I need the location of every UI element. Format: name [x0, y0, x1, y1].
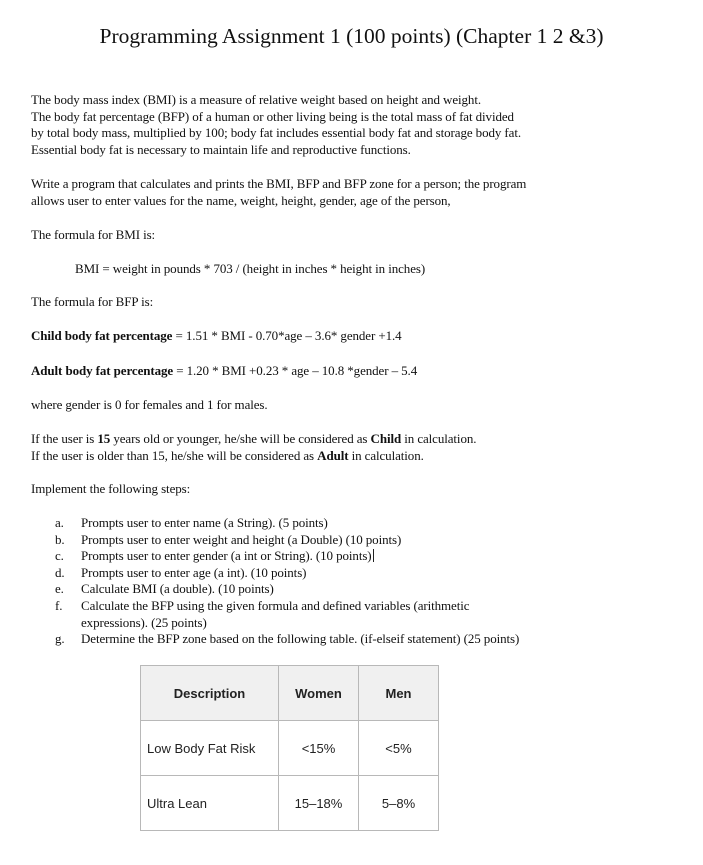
list-item-text: Calculate the BFP using the given formula and defined variables (arithmetic	[81, 597, 470, 613]
list-marker: d.	[55, 564, 65, 580]
list-item	[55, 515, 519, 532]
intro-line: Essential body fat is necessary to maintain life and reproductive functions.	[31, 141, 411, 157]
column-header: Women	[279, 666, 359, 721]
table-row	[141, 721, 439, 776]
adult-formula	[31, 363, 681, 380]
bmi-formula: BMI = weight in pounds * 703 / (height in inches * height in inches)	[75, 261, 426, 276]
table-cell: 5–8%	[359, 776, 439, 831]
table-header-row	[141, 666, 439, 721]
gender-note: where gender is 0 for females and 1 for males.	[31, 397, 268, 412]
list-item-text: Prompts user to enter weight and height (a Double) (10 points)	[81, 531, 402, 547]
column-header: Men	[359, 666, 439, 721]
age-rule-text: in calculation.	[348, 447, 424, 463]
task-paragraph	[31, 176, 681, 209]
table-cell: <15%	[279, 721, 359, 776]
list-item-text: Prompts user to enter age (a int). (10 points)	[81, 564, 307, 580]
age-rule-text: If the user is	[31, 431, 98, 446]
table-cell: Low Body Fat Risk	[141, 721, 279, 776]
child-formula	[31, 328, 681, 345]
list-item-text: Prompts user to enter name (a String). (5 points)	[81, 515, 328, 530]
list-item	[55, 532, 519, 549]
child-term: Child	[370, 431, 402, 446]
table-cell: <5%	[359, 721, 439, 776]
age-rule-text: years old or younger, he/she will be considered as	[110, 431, 371, 446]
list-item-text: expressions). (25 points)	[81, 614, 207, 630]
table-cell: 15–18%	[279, 776, 359, 831]
child-formula-text: = 1.51 * BMI - 0.70*age – 3.6* gender +1.4	[172, 328, 402, 343]
intro-line: by total body mass, multiplied by 100; body fat includes essential body fat and storage body fat.	[31, 125, 521, 140]
list-item	[55, 598, 519, 631]
table-cell: Ultra Lean	[141, 776, 279, 831]
age-rule-child	[31, 431, 681, 448]
bfp-zone-table	[140, 665, 439, 831]
text-cursor	[373, 549, 374, 562]
list-marker: c.	[55, 548, 64, 564]
table-row	[141, 776, 439, 831]
adult-term: Adult	[317, 447, 349, 463]
age-rule-text: in calculation.	[401, 431, 477, 446]
adult-label: Adult body fat percentage	[31, 363, 174, 378]
list-marker: b.	[55, 531, 65, 547]
list-item	[55, 631, 519, 648]
child-label: Child body fat percentage	[31, 328, 173, 343]
steps-list	[55, 515, 519, 648]
intro-line: The body mass index (BMI) is a measure of relative weight based on height and weight.	[31, 92, 481, 107]
adult-formula-text: = 1.20 * BMI +0.23 * age – 10.8 *gender – 5.4	[173, 363, 418, 378]
list-marker: a.	[55, 515, 64, 530]
task-line: allows user to enter values for the name, weight, height, gender, age of the person,	[31, 192, 451, 208]
list-item-text: Prompts user to enter gender (a int or String). (10 points)	[81, 548, 372, 564]
list-item	[55, 581, 519, 598]
age-rule	[31, 431, 681, 464]
intro-line: The body fat percentage (BFP) of a human or other living being is the total mass of fat divided	[31, 108, 514, 124]
bmi-heading: The formula for BMI is:	[31, 227, 156, 242]
intro-paragraph	[31, 92, 681, 158]
steps-heading: Implement the following steps:	[31, 481, 191, 496]
task-line: Write a program that calculates and prints the BMI, BFP and BFP zone for a person; the program	[31, 176, 527, 191]
column-header: Description	[141, 666, 279, 721]
bfp-heading: The formula for BFP is:	[31, 294, 154, 309]
list-marker: e.	[55, 581, 64, 597]
list-marker: f.	[55, 597, 63, 613]
list-item-text: Calculate BMI (a double). (10 points)	[81, 581, 274, 597]
list-item	[55, 548, 519, 565]
list-item-text: Determine the BFP zone based on the following table. (if-elseif statement) (25 points)	[81, 631, 520, 647]
age-rule-adult	[31, 448, 681, 465]
age-rule-text: If the user is older than 15, he/she will be considered as	[31, 447, 318, 463]
page-title: Programming Assignment 1 (100 points) (Chapter 1 2 &3)	[99, 24, 604, 48]
list-marker: g.	[55, 631, 65, 647]
age-threshold: 15	[97, 431, 111, 446]
list-item	[55, 565, 519, 582]
